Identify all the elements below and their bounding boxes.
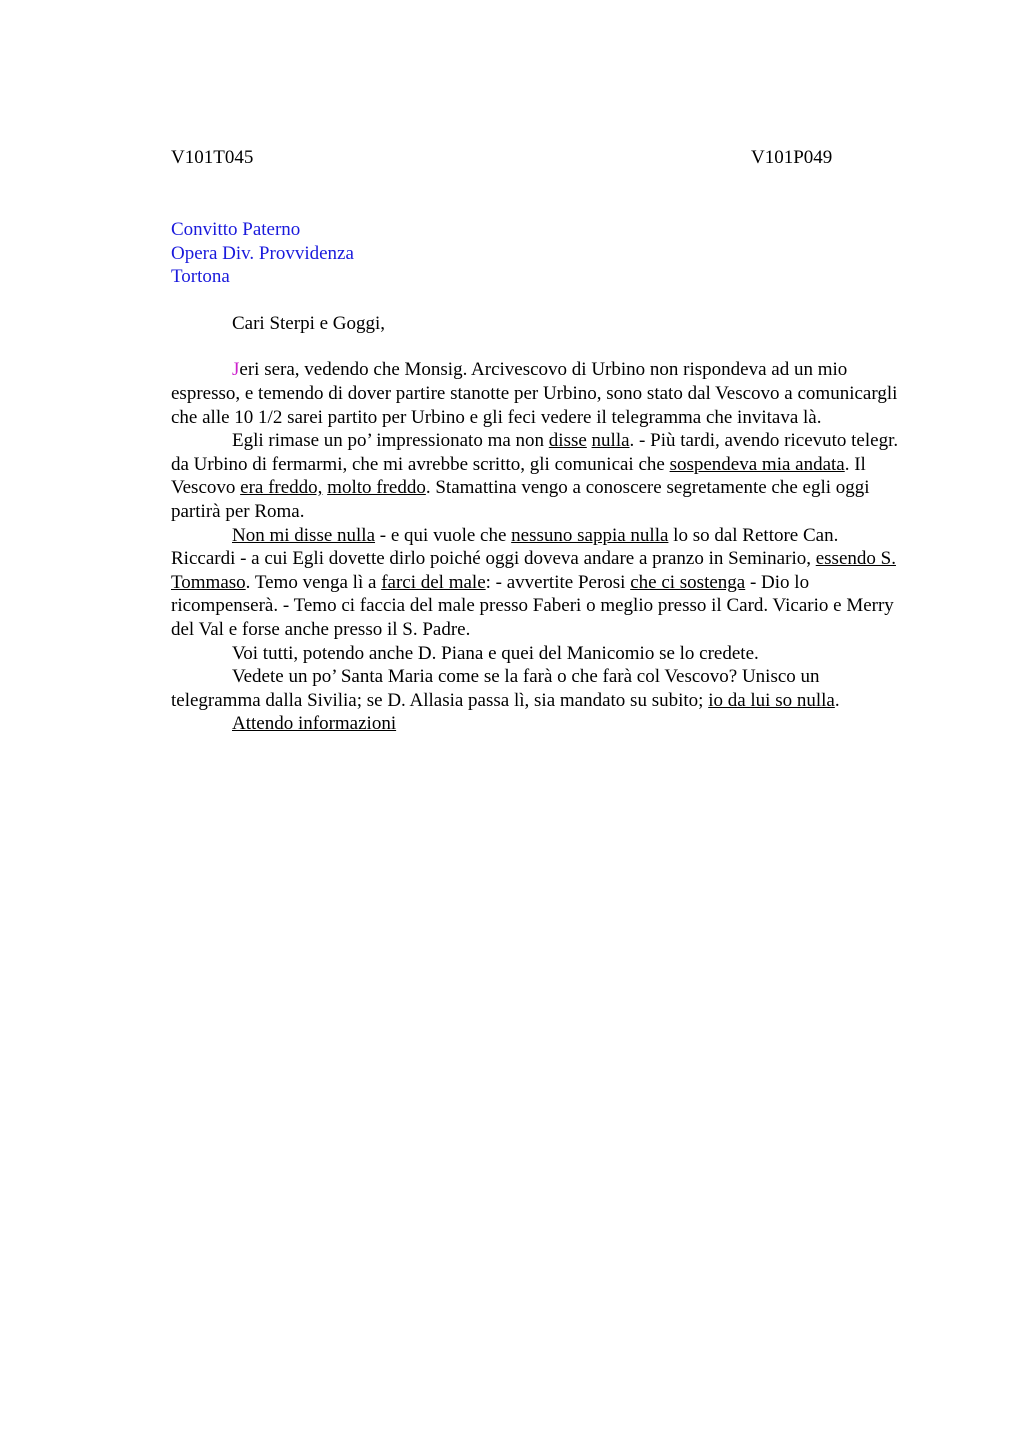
address-block (171, 218, 906, 289)
text-span: . Stamattina vengo a conoscere segretamente che egli oggi partirà per Roma. (171, 477, 870, 522)
colored-initial: J (232, 359, 240, 381)
text-span: . - Più tardi, avendo ricevuto telegr. da Urbino di fermarmi, che mi avrebbe scritto, gli comunicai che (171, 430, 899, 475)
paragraph-1 (171, 358, 906, 429)
right-document-code: V101P049 (751, 147, 833, 168)
underlined-span: sospendeva mia andata (669, 453, 845, 475)
underlined-span: era freddo, (240, 477, 323, 499)
paragraph-3 (171, 524, 906, 642)
underlined-span: farci del male (381, 571, 486, 593)
address-line-3: Tortona (171, 266, 230, 288)
text-span: Egli rimase un po’ impressionato ma non (232, 430, 549, 452)
underlined-span: Non mi disse nulla (232, 524, 376, 546)
underlined-span: nessuno sappia nulla (511, 524, 669, 546)
paragraph-4: Voi tutti, potendo anche D. Piana e quei del Manicomio se lo credete. (232, 642, 759, 664)
text-span: . Il Vescovo (171, 453, 866, 499)
underlined-span: io da lui so nulla (708, 689, 835, 711)
salutation: Cari Sterpi e Goggi, (232, 312, 386, 334)
text-span: . Temo venga lì a (245, 571, 382, 593)
left-document-code: V101T045 (171, 147, 254, 168)
letter-page (171, 146, 906, 736)
paragraph-1-text: eri sera, vedendo che Monsig. Arcivescovo di Urbino non rispondeva ad un mio espresso, e temendo di dover partire stanotte per Urbino, sono stato dal Vescovo a comunicargli che alle 10 1/2 sarei partito per Urbino e gli feci vedere il telegramma che invitava là. (171, 359, 898, 428)
text-span: - e qui vuole che (375, 524, 512, 546)
document-header (171, 146, 906, 170)
underlined-span: essendo S. Tommaso (171, 548, 896, 593)
text-span: . (834, 689, 840, 711)
text-span: lo so dal Rettore Can. Riccardi - a cui Egli dovette dirlo poiché oggi doveva andare a pranzo in Seminario, (171, 524, 839, 570)
letter-body (171, 358, 906, 736)
underlined-span: disse (548, 430, 587, 452)
underlined-span: molto freddo (327, 477, 426, 499)
paragraph-2 (171, 429, 906, 523)
address-line-2: Opera Div. Provvidenza (171, 242, 354, 264)
text-span: - Dio lo ricompenserà. - Temo ci faccia del male presso Faberi o meglio presso il Card. Vicario e Merry del Val e forse anche presso il S. Padre. (171, 571, 894, 640)
paragraph-6 (171, 712, 906, 736)
text-span: Vedete un po’ Santa Maria come se la farà o che farà col Vescovo? Unisco un telegramma dalla Sivilia; se D. Allasia passa lì, sia mandato su subito; (171, 666, 820, 711)
underlined-span: nulla (591, 430, 630, 452)
paragraph-5 (171, 665, 906, 712)
text-span: : - avvertite Perosi (485, 571, 631, 593)
address-line-1: Convitto Paterno (171, 219, 301, 240)
closing-line: Attendo informazioni (232, 713, 397, 735)
underlined-span: che ci sostenga (630, 571, 746, 593)
